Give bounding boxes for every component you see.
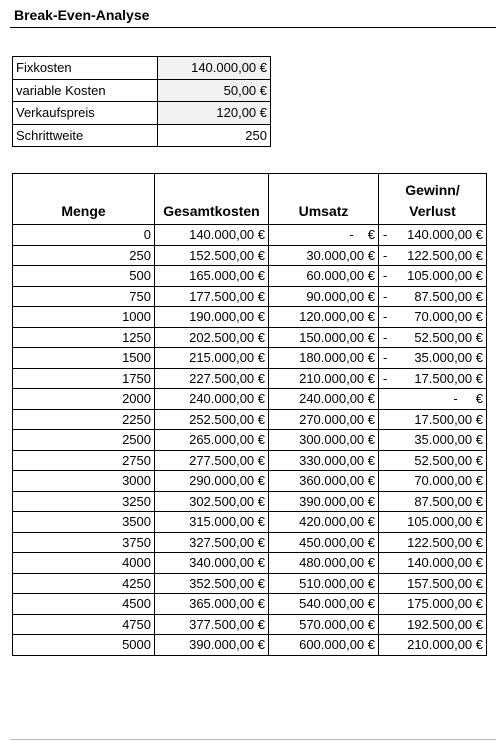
header-menge[interactable]: Menge	[13, 174, 155, 225]
page-bottom-divider	[10, 739, 496, 740]
umsatz-dash: -	[349, 227, 354, 243]
cell-gesamtkosten[interactable]: 165.000,00 €	[155, 266, 269, 287]
sheet-title: Break-Even-Analyse	[14, 7, 150, 23]
gewinn-value: 70.000,00 €	[414, 473, 483, 489]
cell-gesamtkosten[interactable]: 277.500,00 €	[155, 450, 269, 471]
loss-sign	[382, 453, 383, 468]
gewinn-value: 17.500,00 €	[414, 411, 483, 427]
cell-umsatz[interactable]: 330.000,00 €	[269, 450, 379, 471]
cell-umsatz[interactable]: 450.000,00 €	[269, 532, 379, 553]
cell-gewinn-verlust[interactable]	[379, 225, 487, 246]
loss-sign	[382, 596, 383, 611]
gewinn-value: 105.000,00 €	[407, 514, 483, 530]
cell-umsatz[interactable]: 270.000,00 €	[269, 409, 379, 430]
cell-gewinn-verlust[interactable]	[379, 430, 487, 451]
cell-gesamtkosten[interactable]: 365.000,00 €	[155, 594, 269, 615]
cell-menge[interactable]: 0	[13, 225, 155, 246]
param-value[interactable]: 140.000,00 €	[158, 57, 271, 80]
gewinn-value: 87.500,00 €	[414, 288, 483, 304]
cell-gesamtkosten[interactable]: 202.500,00 €	[155, 327, 269, 348]
loss-sign	[382, 514, 383, 529]
cell-gesamtkosten[interactable]: 302.500,00 €	[155, 491, 269, 512]
cell-menge[interactable]: 4000	[13, 553, 155, 574]
umsatz-currency: €	[367, 227, 375, 243]
cell-menge[interactable]: 1000	[13, 307, 155, 328]
gewinn-value: 35.000,00 €	[414, 350, 483, 366]
gewinn-value: 122.500,00 €	[407, 534, 483, 550]
loss-sign	[382, 637, 383, 652]
cell-gesamtkosten[interactable]: 340.000,00 €	[155, 553, 269, 574]
title-underline	[10, 27, 496, 28]
loss-sign	[382, 412, 383, 427]
cell-gesamtkosten[interactable]: 377.500,00 €	[155, 614, 269, 635]
gewinn-value: 105.000,00 €	[407, 268, 483, 284]
cell-menge[interactable]: 3500	[13, 512, 155, 533]
table-row	[13, 266, 487, 287]
table-row	[13, 614, 487, 635]
cell-gewinn-verlust[interactable]	[379, 327, 487, 348]
cell-umsatz[interactable]: 60.000,00 €	[269, 266, 379, 287]
loss-sign: -	[383, 247, 388, 263]
cell-gewinn-verlust[interactable]	[379, 614, 487, 635]
cell-umsatz[interactable]: 480.000,00 €	[269, 553, 379, 574]
cell-gewinn-verlust[interactable]	[379, 594, 487, 615]
cell-gewinn-verlust[interactable]	[379, 286, 487, 307]
table-row	[13, 245, 487, 266]
table-row	[13, 594, 487, 615]
cell-menge[interactable]: 2500	[13, 430, 155, 451]
cell-menge[interactable]: 4500	[13, 594, 155, 615]
cell-gesamtkosten[interactable]: 177.500,00 €	[155, 286, 269, 307]
table-row	[13, 368, 487, 389]
table-row	[13, 389, 487, 410]
table-row	[13, 348, 487, 369]
gewinn-value: 157.500,00 €	[407, 575, 483, 591]
loss-sign: -	[383, 370, 388, 386]
cell-menge[interactable]: 3000	[13, 471, 155, 492]
loss-sign	[382, 391, 383, 406]
loss-sign: -	[383, 329, 388, 345]
cell-umsatz[interactable]: 150.000,00 €	[269, 327, 379, 348]
table-row	[13, 635, 487, 656]
cell-gesamtkosten[interactable]: 252.500,00 €	[155, 409, 269, 430]
cell-gewinn-verlust[interactable]	[379, 532, 487, 553]
gewinn-value: 210.000,00 €	[407, 637, 483, 653]
table-row	[13, 471, 487, 492]
gewinn-value: 140.000,00 €	[407, 227, 483, 243]
cell-gesamtkosten[interactable]: 152.500,00 €	[155, 245, 269, 266]
cell-gesamtkosten[interactable]: 352.500,00 €	[155, 573, 269, 594]
cell-umsatz[interactable]: 180.000,00 €	[269, 348, 379, 369]
gewinn-value: 175.000,00 €	[407, 596, 483, 612]
table-row	[13, 225, 487, 246]
table-row	[13, 532, 487, 553]
param-row-fixkosten	[13, 57, 271, 80]
cell-gewinn-verlust[interactable]	[379, 573, 487, 594]
cell-gesamtkosten[interactable]: 290.000,00 €	[155, 471, 269, 492]
gewinn-value: - €	[453, 391, 483, 407]
cell-gesamtkosten[interactable]: 265.000,00 €	[155, 430, 269, 451]
parameter-table	[12, 56, 271, 147]
param-label[interactable]: Verkaufspreis	[13, 102, 158, 125]
cell-umsatz[interactable]: 210.000,00 €	[269, 368, 379, 389]
cell-gesamtkosten[interactable]: 190.000,00 €	[155, 307, 269, 328]
gewinn-value: 35.000,00 €	[414, 432, 483, 448]
cell-umsatz[interactable]: 600.000,00 €	[269, 635, 379, 656]
cell-menge[interactable]: 4250	[13, 573, 155, 594]
cell-gewinn-verlust[interactable]	[379, 368, 487, 389]
cell-gewinn-verlust[interactable]	[379, 471, 487, 492]
table-row	[13, 409, 487, 430]
param-row-verkaufspreis	[13, 102, 271, 125]
cell-umsatz[interactable]: 390.000,00 €	[269, 491, 379, 512]
cell-gewinn-verlust[interactable]	[379, 245, 487, 266]
gewinn-value: 140.000,00 €	[407, 555, 483, 571]
param-label[interactable]: variable Kosten	[13, 79, 158, 102]
table-row	[13, 573, 487, 594]
loss-sign	[382, 535, 383, 550]
gewinn-value: 87.500,00 €	[414, 493, 483, 509]
cell-gewinn-verlust[interactable]	[379, 553, 487, 574]
table-row	[13, 553, 487, 574]
loss-sign	[382, 617, 383, 632]
loss-sign	[382, 576, 383, 591]
gewinn-value: 52.500,00 €	[414, 452, 483, 468]
cell-menge[interactable]: 1500	[13, 348, 155, 369]
loss-sign	[382, 555, 383, 570]
gewinn-value: 52.500,00 €	[414, 329, 483, 345]
cell-gewinn-verlust[interactable]	[379, 307, 487, 328]
header-gewinn-text: Gewinn/ Verlust	[405, 182, 460, 219]
cell-gewinn-verlust[interactable]	[379, 491, 487, 512]
gewinn-value: 192.500,00 €	[407, 616, 483, 632]
param-value[interactable]: 120,00 €	[158, 102, 271, 125]
header-gesamtkosten[interactable]: Gesamtkosten	[155, 174, 269, 225]
param-row-variable-kosten	[13, 79, 271, 102]
gewinn-value: 122.500,00 €	[407, 247, 483, 263]
cell-gesamtkosten[interactable]: 240.000,00 €	[155, 389, 269, 410]
loss-sign: -	[383, 288, 388, 304]
cell-menge[interactable]: 1750	[13, 368, 155, 389]
loss-sign: -	[383, 309, 388, 325]
param-value[interactable]: 250	[158, 124, 271, 147]
cell-menge[interactable]: 2250	[13, 409, 155, 430]
cell-gesamtkosten[interactable]: 227.500,00 €	[155, 368, 269, 389]
cell-menge[interactable]: 3750	[13, 532, 155, 553]
cell-menge[interactable]: 250	[13, 245, 155, 266]
loss-sign: -	[383, 350, 388, 366]
table-row	[13, 327, 487, 348]
cell-umsatz[interactable]: 300.000,00 €	[269, 430, 379, 451]
cell-gesamtkosten[interactable]: 327.500,00 €	[155, 532, 269, 553]
cell-umsatz[interactable]: 510.000,00 €	[269, 573, 379, 594]
gewinn-value: 70.000,00 €	[414, 309, 483, 325]
cell-gewinn-verlust[interactable]	[379, 348, 487, 369]
param-value[interactable]: 50,00 €	[158, 79, 271, 102]
param-row-schrittweite	[13, 124, 271, 147]
table-row	[13, 286, 487, 307]
table-row	[13, 491, 487, 512]
cell-umsatz[interactable]: 360.000,00 €	[269, 471, 379, 492]
loss-sign	[382, 432, 383, 447]
cell-gewinn-verlust[interactable]	[379, 635, 487, 656]
cell-menge[interactable]: 5000	[13, 635, 155, 656]
cell-menge[interactable]: 3250	[13, 491, 155, 512]
header-gewinn-verlust[interactable]	[379, 174, 487, 225]
table-row	[13, 307, 487, 328]
cell-gesamtkosten[interactable]: 315.000,00 €	[155, 512, 269, 533]
cell-umsatz[interactable]: 240.000,00 €	[269, 389, 379, 410]
cell-umsatz[interactable]	[269, 225, 379, 246]
loss-sign	[382, 494, 383, 509]
cell-umsatz[interactable]: 540.000,00 €	[269, 594, 379, 615]
cell-umsatz[interactable]: 570.000,00 €	[269, 614, 379, 635]
cell-umsatz[interactable]: 90.000,00 €	[269, 286, 379, 307]
cell-gesamtkosten[interactable]: 140.000,00 €	[155, 225, 269, 246]
gewinn-value: 17.500,00 €	[414, 370, 483, 386]
table-row	[13, 512, 487, 533]
cell-gewinn-verlust[interactable]	[379, 512, 487, 533]
loss-sign: -	[383, 268, 388, 284]
cell-gewinn-verlust[interactable]	[379, 450, 487, 471]
cell-menge[interactable]: 4750	[13, 614, 155, 635]
table-header-row	[13, 174, 487, 225]
loss-sign: -	[383, 227, 388, 243]
break-even-table	[12, 173, 487, 656]
table-row	[13, 430, 487, 451]
header-umsatz[interactable]: Umsatz	[269, 174, 379, 225]
cell-gewinn-verlust[interactable]	[379, 409, 487, 430]
cell-menge[interactable]: 1250	[13, 327, 155, 348]
cell-gewinn-verlust[interactable]	[379, 266, 487, 287]
cell-menge[interactable]: 500	[13, 266, 155, 287]
param-label[interactable]: Schrittweite	[13, 124, 158, 147]
cell-umsatz[interactable]: 120.000,00 €	[269, 307, 379, 328]
cell-gesamtkosten[interactable]: 390.000,00 €	[155, 635, 269, 656]
table-row	[13, 450, 487, 471]
cell-menge[interactable]: 750	[13, 286, 155, 307]
cell-gewinn-verlust[interactable]	[379, 389, 487, 410]
cell-umsatz[interactable]: 420.000,00 €	[269, 512, 379, 533]
cell-umsatz[interactable]: 30.000,00 €	[269, 245, 379, 266]
cell-menge[interactable]: 2000	[13, 389, 155, 410]
loss-sign	[382, 473, 383, 488]
param-label[interactable]: Fixkosten	[13, 57, 158, 80]
cell-menge[interactable]: 2750	[13, 450, 155, 471]
cell-gesamtkosten[interactable]: 215.000,00 €	[155, 348, 269, 369]
